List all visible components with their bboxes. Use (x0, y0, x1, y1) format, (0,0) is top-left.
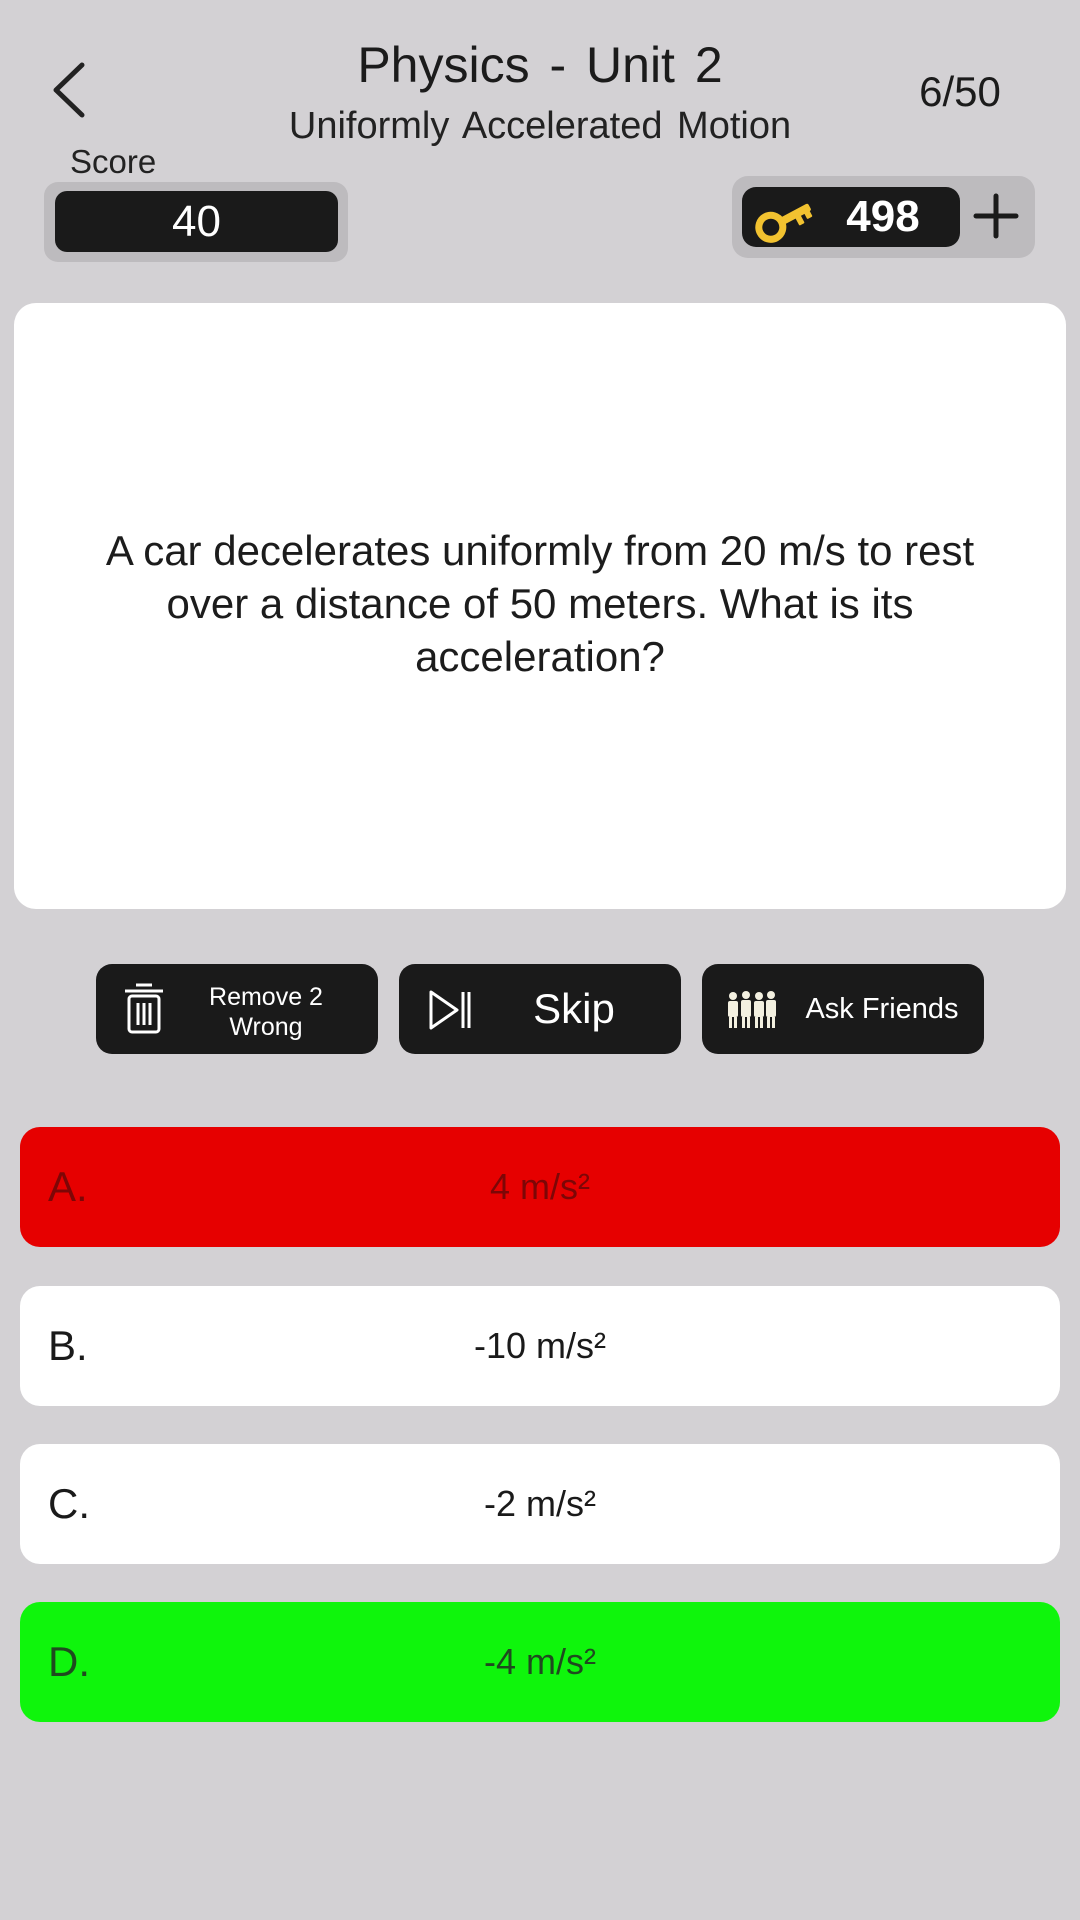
trash-icon (122, 982, 166, 1036)
ask-friends-label: Ask Friends (805, 993, 959, 1025)
people-group-icon (726, 990, 778, 1030)
answer-letter: A. (48, 1163, 88, 1210)
question-progress: 6/50 (919, 68, 1001, 115)
answer-letter: C. (48, 1480, 90, 1527)
answer-letter: D. (48, 1638, 90, 1685)
question-text: A car decelerates uniformly from 20 m/s to rest over a distance of 50 meters. What is its acceleration? (105, 526, 975, 680)
answer-value: -4 m/s² (484, 1641, 596, 1682)
answer-letter: B. (48, 1322, 88, 1369)
answer-value: 4 m/s² (489, 1166, 590, 1207)
answer-option-d[interactable] (20, 1602, 1060, 1722)
answer-option-a[interactable] (20, 1127, 1060, 1247)
answer-value: -2 m/s² (484, 1483, 596, 1524)
keys-count: 498 (846, 192, 920, 241)
remove-two-wrong-button[interactable] (96, 964, 378, 1054)
plus-icon (968, 186, 1024, 246)
remove-label-line1: Remove 2 (209, 983, 323, 1011)
skip-button[interactable] (399, 964, 681, 1054)
answer-option-c[interactable] (20, 1444, 1060, 1564)
skip-label: Skip (533, 985, 615, 1032)
answer-value: -10 m/s² (473, 1325, 606, 1366)
ask-friends-button[interactable] (702, 964, 984, 1054)
page-subtitle: Uniformly Accelerated Motion (288, 105, 792, 147)
page-title: Physics - Unit 2 (357, 37, 723, 93)
answer-option-b[interactable] (20, 1286, 1060, 1406)
add-keys-button[interactable] (968, 186, 1024, 246)
skip-forward-icon (427, 989, 473, 1031)
score-label: Score (70, 143, 157, 180)
question-card (14, 303, 1066, 909)
remove-label-line2: Wrong (229, 1013, 303, 1041)
score-value: 40 (55, 191, 338, 252)
key-icon (748, 190, 820, 246)
